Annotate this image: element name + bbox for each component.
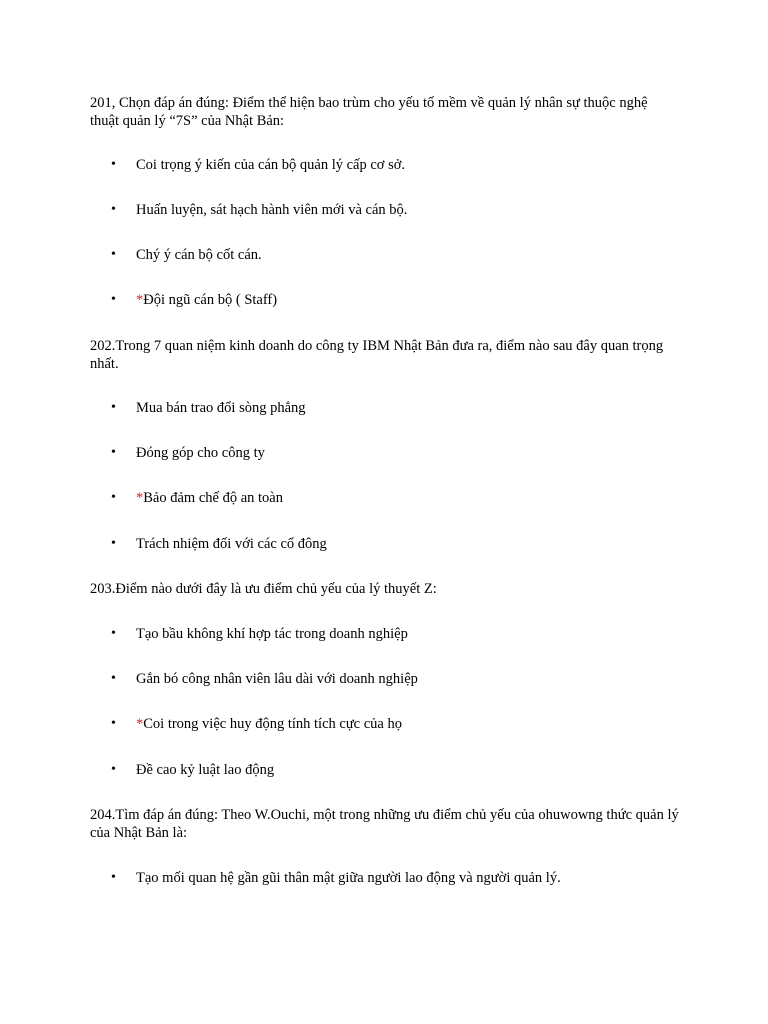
option-text: Mua bán trao đổi sòng phẳng [136, 400, 306, 416]
question-202: 202.Trong 7 quan niệm kinh doanh do công ty IBM Nhật Bản đưa ra, điểm nào sau đây quan trọng nhất. [90, 338, 664, 372]
bullet-icon: • [111, 716, 116, 731]
option-text: Đội ngũ cán bộ ( Staff) [143, 292, 278, 308]
option-text: Tạo mối quan hệ gần gũi thân mật giữa người lao động và người quản lý. [136, 870, 561, 886]
bullet-icon: • [111, 400, 116, 415]
bullet-icon: • [111, 671, 116, 686]
option-text: Bảo đảm chế độ an toàn [143, 490, 283, 506]
question-201: 201, Chọn đáp án đúng: Điểm thể hiện bao trùm cho yếu tố mềm về quản lý nhân sự thuộc nghệ thuật quản lý “7S” của Nhật Bản: [90, 95, 648, 129]
question-204: 204.Tìm đáp án đúng: Theo W.Ouchi, một trong những ưu điểm chủ yếu của ohuwowng thức quản lý của Nhật Bản là: [90, 807, 679, 841]
correct-answer-mark: * [136, 716, 144, 732]
option-text: Chý ý cán bộ cốt cán. [136, 247, 262, 263]
option-text: Gắn bó công nhân viên lâu dài với doanh nghiệp [136, 671, 418, 687]
option-text: Trách nhiệm đối với các cổ đông [136, 536, 327, 552]
bullet-icon: • [111, 490, 116, 505]
bullet-icon: • [111, 762, 116, 777]
question-203: 203.Điểm nào dưới đây là ưu điểm chủ yếu của lý thuyết Z: [90, 581, 437, 597]
correct-answer-mark: * [136, 292, 144, 308]
option-text: Huấn luyện, sát hạch hành viên mới và cán bộ. [136, 202, 408, 218]
option-text: Đề cao kỷ luật lao động [136, 762, 275, 778]
bullet-icon: • [111, 292, 116, 307]
correct-answer-mark: * [136, 490, 144, 506]
bullet-icon: • [111, 247, 116, 262]
bullet-icon: • [111, 157, 116, 172]
bullet-icon: • [111, 626, 116, 641]
document-page [90, 0, 680, 1024]
option-text: Tạo bầu không khí hợp tác trong doanh nghiệp [136, 626, 408, 642]
bullet-icon: • [111, 445, 116, 460]
option-text: Đóng góp cho công ty [136, 445, 265, 461]
bullet-icon: • [111, 870, 116, 885]
bullet-icon: • [111, 536, 116, 551]
option-text: Coi trọng ý kiến của cán bộ quản lý cấp cơ sở. [136, 157, 406, 173]
option-text: Coi trong việc huy động tính tích cực của họ [143, 716, 402, 732]
bullet-icon: • [111, 202, 116, 217]
